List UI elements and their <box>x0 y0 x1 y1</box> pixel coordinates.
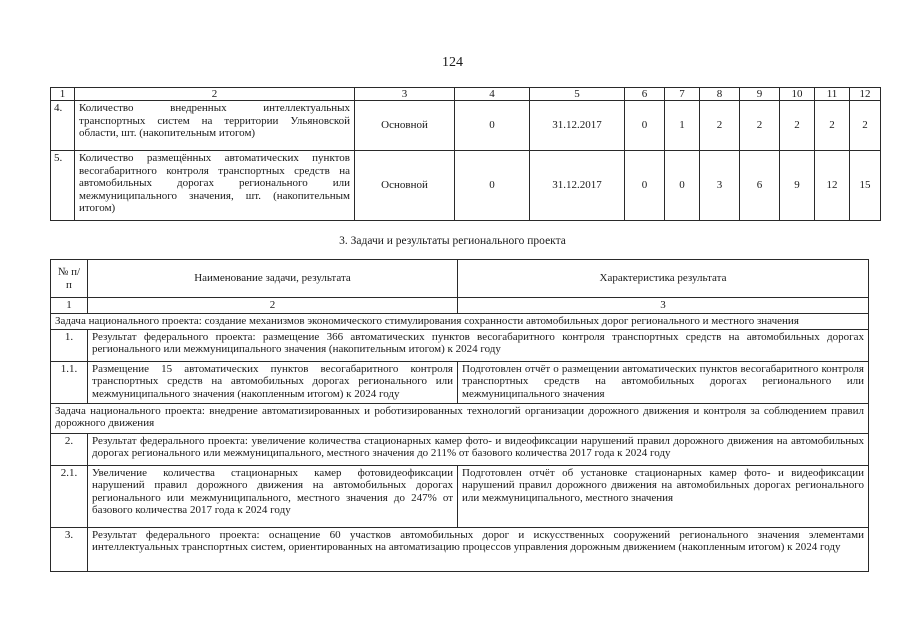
task-text: Задача национального проекта: создание механизмов экономического стимулирования сохранности автомобильных дорог регионального и местного значения <box>51 313 869 329</box>
column-index-row <box>51 88 881 101</box>
tasks-results-table <box>50 259 869 572</box>
indicator-name: Количество внедренных интеллектуальных транспортных систем на территории Ульяновской области, шт. (накопительным итогом) <box>75 101 355 151</box>
period-value: 0 <box>625 151 665 221</box>
period-value: 2 <box>815 101 850 151</box>
indicator-name: Количество размещённых автоматических пунктов весогабаритного контроля транспортных средств на автомобильных дорогах регионального или межмуниципального значения, шт. (накопительным итогом) <box>75 151 355 221</box>
period-value: 3 <box>700 151 740 221</box>
row-number: 1.1. <box>51 361 88 403</box>
period-value: 2 <box>740 101 780 151</box>
header-characteristic: Характеристика результата <box>458 260 869 298</box>
result-name: Размещение 15 автоматических пунктов весогабаритного контроля транспортных средств на автомобильных дорогах регионального или межмуниципального значения (накопленным итогом) к 2024 году <box>88 361 458 403</box>
result-row <box>51 329 869 361</box>
column-index: 2 <box>75 88 355 101</box>
row-number: 2. <box>51 433 88 465</box>
column-index: 3 <box>355 88 455 101</box>
indicator-type: Основной <box>355 101 455 151</box>
base-date: 31.12.2017 <box>530 101 625 151</box>
period-value: 2 <box>780 101 815 151</box>
task-row <box>51 403 869 433</box>
result-text: Результат федерального проекта: размещение 366 автоматических пунктов весогабаритного контроля транспортных средств на автомобильных дорогах регионального или межмуниципального значения (накопительным итогом) к 2024 году <box>88 329 869 361</box>
indicator-type: Основной <box>355 151 455 221</box>
result-row <box>51 361 869 403</box>
result-characteristic: Подготовлен отчёт о размещении автоматических пунктов весогабаритного контроля транспортных средств на автомобильных дорогах регионального или межмуниципального значения <box>458 361 869 403</box>
base-value: 0 <box>455 101 530 151</box>
column-index: 8 <box>700 88 740 101</box>
result-text: Результат федерального проекта: увеличение количества стационарных камер фото- и видеофиксации нарушений правил дорожного движения на автомобильных дорогах регионального или межмуниципального, местного значения до 211% от базового количества 2017 года к 2024 году <box>88 433 869 465</box>
table-row <box>51 151 881 221</box>
base-date: 31.12.2017 <box>530 151 625 221</box>
column-index: 1 <box>51 88 75 101</box>
result-row <box>51 527 869 571</box>
section-title: 3. Задачи и результаты регионального проекта <box>339 235 566 247</box>
column-index: 1 <box>51 298 88 314</box>
column-index: 5 <box>530 88 625 101</box>
period-value: 2 <box>700 101 740 151</box>
base-value: 0 <box>455 151 530 221</box>
page-number: 124 <box>442 55 463 70</box>
column-index: 11 <box>815 88 850 101</box>
task-text: Задача национального проекта: внедрение автоматизированных и роботизированных технологий организации дорожного движения и контроля за соблюдением правил дорожного движения <box>51 403 869 433</box>
column-index: 9 <box>740 88 780 101</box>
header-number: № п/п <box>51 260 88 298</box>
column-index: 3 <box>458 298 869 314</box>
column-index: 12 <box>850 88 881 101</box>
period-value: 0 <box>625 101 665 151</box>
column-index: 6 <box>625 88 665 101</box>
indicators-table <box>50 87 881 221</box>
header-name: Наименование задачи, результата <box>88 260 458 298</box>
result-row <box>51 433 869 465</box>
task-row <box>51 313 869 329</box>
column-index-row <box>51 298 869 314</box>
header-row <box>51 260 869 298</box>
row-number: 1. <box>51 329 88 361</box>
table-row <box>51 101 881 151</box>
period-value: 15 <box>850 151 881 221</box>
result-characteristic: Подготовлен отчёт об установке стационарных камер фото- и видеофиксации нарушений правил дорожного движения на автомобильных дорогах регионального или межмуниципального, местного значения <box>458 465 869 527</box>
row-number: 4. <box>51 101 75 151</box>
row-number: 5. <box>51 151 75 221</box>
result-text: Результат федерального проекта: оснащение 60 участков автомобильных дорог и искусственных сооружений регионального значения элементами интеллектуальных транспортных систем, ориентированных на автоматизацию процессов управления дорожным движением (накопленным итогом) к 2024 году <box>88 527 869 571</box>
period-value: 2 <box>850 101 881 151</box>
result-name: Увеличение количества стационарных камер фотовидеофиксации нарушений правил дорожного движения на автомобильных дорогах регионального или межмуниципального, местного значения до 247% от базового количества 2017 года к 2024 году <box>88 465 458 527</box>
period-value: 1 <box>665 101 700 151</box>
column-index: 4 <box>455 88 530 101</box>
row-number: 3. <box>51 527 88 571</box>
period-value: 0 <box>665 151 700 221</box>
column-index: 7 <box>665 88 700 101</box>
row-number: 2.1. <box>51 465 88 527</box>
column-index: 10 <box>780 88 815 101</box>
column-index: 2 <box>88 298 458 314</box>
period-value: 9 <box>780 151 815 221</box>
period-value: 12 <box>815 151 850 221</box>
result-row <box>51 465 869 527</box>
period-value: 6 <box>740 151 780 221</box>
